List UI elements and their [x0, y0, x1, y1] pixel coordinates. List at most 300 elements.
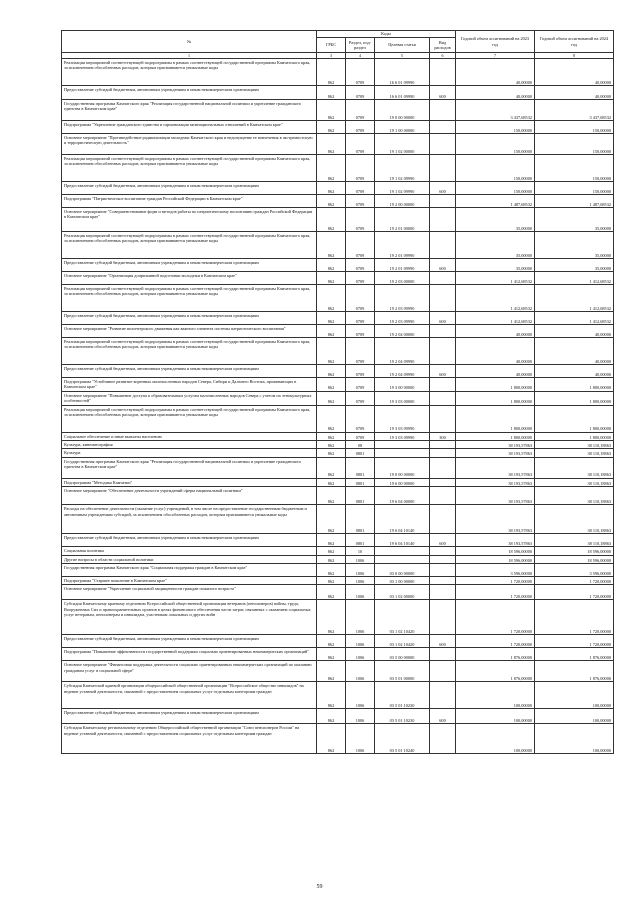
- row-amount-2023: 3 437,68532: [456, 100, 535, 121]
- row-grbs: 862: [317, 405, 346, 432]
- row-razdel: 10: [346, 547, 375, 555]
- row-grbs: 862: [317, 534, 346, 547]
- row-name: Основное мероприятие "Финансовая поддержка деятельности социально ориентированных некоммерческих организаций по оказанию гражданам услуг в социальной сфере": [62, 661, 317, 682]
- row-amount-2023: 150,00000: [456, 155, 535, 182]
- row-razdel: 1006: [346, 709, 375, 724]
- row-razdel: 0801: [346, 505, 375, 534]
- row-razdel: 1006: [346, 600, 375, 635]
- row-amount-2023: 1 800,00000: [456, 378, 535, 392]
- row-amount-2024: 18 596,00000: [535, 547, 614, 555]
- row-expense-type: 600: [430, 259, 456, 272]
- row-expense-type: [430, 555, 456, 563]
- row-razdel: 0709: [346, 232, 375, 259]
- header-name: №: [62, 31, 317, 53]
- row-expense-type: [430, 405, 456, 432]
- row-razdel: 1006: [346, 724, 375, 754]
- row-expense-type: 600: [430, 534, 456, 547]
- row-name: Основное мероприятие "Укрепление социальной защищенности граждан пожилого возраста": [62, 585, 317, 600]
- table-body: [62, 59, 614, 754]
- row-name: Реализация мероприятий соответствующей подпрограммы в рамках соответствующей государственной программы Камчатского края, за исключением обособленных расходов, которым присваиваются уникальные коды: [62, 338, 317, 365]
- row-grbs: 862: [317, 564, 346, 577]
- row-amount-2024: 40,00000: [535, 59, 614, 86]
- row-razdel: 0709: [346, 285, 375, 312]
- row-target-article: 19 2 04 09990: [375, 338, 430, 365]
- row-razdel: 0709: [346, 195, 375, 208]
- table-row: [62, 547, 614, 555]
- row-razdel: 0709: [346, 391, 375, 405]
- row-grbs: 862: [317, 432, 346, 440]
- row-target-article: 19 2 01 00000: [375, 208, 430, 232]
- row-amount-2023: 35,00000: [456, 232, 535, 259]
- table-row: [62, 432, 614, 440]
- table-row: [62, 195, 614, 208]
- row-amount-2024: 1 800,00000: [535, 391, 614, 405]
- row-name: Реализация мероприятий соответствующей подпрограммы в рамках соответствующей государственной программы Камчатского края, за исключением обособленных расходов, которым присваиваются уникальные коды: [62, 232, 317, 259]
- row-target-article: 19 1 02 09990: [375, 155, 430, 182]
- row-grbs: 862: [317, 59, 346, 86]
- row-razdel: 1006: [346, 648, 375, 661]
- column-number: 5: [375, 53, 430, 59]
- row-razdel: 1006: [346, 585, 375, 600]
- row-razdel: 0709: [346, 325, 375, 338]
- row-expense-type: 600: [430, 709, 456, 724]
- row-name: Государственная программа Камчатского края "Реализация государственной национальной политики и укрепление гражданского единства в Камчатском крае": [62, 100, 317, 121]
- row-expense-type: 600: [430, 312, 456, 325]
- row-grbs: 862: [317, 325, 346, 338]
- row-name: Основное мероприятие "Развитие волонтерского движения как важного элемента системы патриотического воспитания": [62, 325, 317, 338]
- table-row: [62, 661, 614, 682]
- row-expense-type: [430, 547, 456, 555]
- row-target-article: [375, 555, 430, 563]
- row-expense-type: [430, 155, 456, 182]
- row-amount-2023: 3 596,00000: [456, 564, 535, 577]
- table-row: [62, 600, 614, 635]
- row-name: Предоставление субсидий бюджетным, автономным учреждениям и иным некоммерческим организациям: [62, 86, 317, 100]
- table-row: [62, 555, 614, 563]
- row-expense-type: [430, 338, 456, 365]
- table-row: [62, 487, 614, 505]
- row-expense-type: [430, 724, 456, 754]
- header-razdel: Раздел, под-раздел: [346, 38, 375, 53]
- row-name: Предоставление субсидий бюджетным, автономным учреждениям и иным некоммерческим организациям: [62, 365, 317, 378]
- table-row: [62, 724, 614, 754]
- row-name: Предоставление субсидий бюджетным, автономным учреждениям и иным некоммерческим организациям: [62, 312, 317, 325]
- row-amount-2024: 38 110,18863: [535, 449, 614, 457]
- row-amount-2024: 100,00000: [535, 709, 614, 724]
- row-razdel: 0709: [346, 134, 375, 155]
- row-target-article: [375, 449, 430, 457]
- row-amount-2023: 1 876,00000: [456, 661, 535, 682]
- row-amount-2023: 1 800,00000: [456, 432, 535, 440]
- row-expense-type: [430, 661, 456, 682]
- row-target-article: 19 1 02 09990: [375, 182, 430, 195]
- row-name: Подпрограмма "Методика Камчатки": [62, 478, 317, 486]
- row-expense-type: [430, 648, 456, 661]
- row-amount-2023: 40,00000: [456, 59, 535, 86]
- row-amount-2023: 100,00000: [456, 724, 535, 754]
- table-row: [62, 378, 614, 392]
- table-row: [62, 449, 614, 457]
- row-grbs: 862: [317, 100, 346, 121]
- row-target-article: 03 1 00 00000: [375, 577, 430, 585]
- row-expense-type: [430, 505, 456, 534]
- row-amount-2024: 35,00000: [535, 208, 614, 232]
- row-grbs: 862: [317, 505, 346, 534]
- document-page: [61, 30, 613, 754]
- table-row: [62, 59, 614, 86]
- row-target-article: 19 3 03 09990: [375, 432, 430, 440]
- row-name: Реализация мероприятий соответствующей подпрограммы в рамках соответствующей государственной программы Камчатского края, за исключением обособленных расходов, которым присваиваются уникальные коды: [62, 405, 317, 432]
- row-amount-2023: 1 720,00000: [456, 585, 535, 600]
- row-grbs: 862: [317, 134, 346, 155]
- row-expense-type: 600: [430, 365, 456, 378]
- row-name: Социальная политика: [62, 547, 317, 555]
- row-expense-type: 300: [430, 432, 456, 440]
- header-target-article: Целевая статья: [375, 38, 430, 53]
- row-grbs: 862: [317, 648, 346, 661]
- row-target-article: 03 1 02 10420: [375, 635, 430, 648]
- row-amount-2024: 150,00000: [535, 134, 614, 155]
- row-amount-2024: 1 876,00000: [535, 648, 614, 661]
- row-expense-type: [430, 195, 456, 208]
- row-amount-2023: 1 720,00000: [456, 635, 535, 648]
- row-grbs: 862: [317, 585, 346, 600]
- row-name: Основное мероприятие "Противодействие радикализации молодежи Камчатского края и недопущение ее вовлечения в экстремистскую и террористическую деятельность": [62, 134, 317, 155]
- row-amount-2024: 1 800,00000: [535, 432, 614, 440]
- row-amount-2024: 1 800,00000: [535, 378, 614, 392]
- row-expense-type: [430, 378, 456, 392]
- row-amount-2023: 38 193,57863: [456, 457, 535, 478]
- row-target-article: 19 2 01 09990: [375, 232, 430, 259]
- row-amount-2024: 40,00000: [535, 325, 614, 338]
- row-name: Субсидия Камчатской краевой организации общероссийской общественной организации "Всероссийское общество инвалидов" на ведение уставной деятельности, связанной с предоставлением социальных услуг отдельным категориям граждан: [62, 682, 317, 709]
- row-name: Реализация мероприятий соответствующей подпрограммы в рамках соответствующей государственной программы Камчатского края, за исключением обособленных расходов, которым присваиваются уникальные коды: [62, 59, 317, 86]
- page-number: 59: [316, 884, 323, 890]
- row-expense-type: [430, 487, 456, 505]
- table-row: [62, 505, 614, 534]
- row-name: Социальное обеспечение и иные выплаты населению: [62, 432, 317, 440]
- table-row: [62, 635, 614, 648]
- row-expense-type: 600: [430, 182, 456, 195]
- row-razdel: 1006: [346, 564, 375, 577]
- row-amount-2024: 3 596,00000: [535, 564, 614, 577]
- row-target-article: 16 6 01 09990: [375, 59, 430, 86]
- row-amount-2024: 35,00000: [535, 232, 614, 259]
- row-expense-type: [430, 134, 456, 155]
- row-razdel: 0709: [346, 208, 375, 232]
- row-razdel: 1006: [346, 577, 375, 585]
- row-amount-2024: 1 412,68532: [535, 312, 614, 325]
- row-amount-2023: 1 876,00000: [456, 648, 535, 661]
- row-target-article: 19 3 00 00000: [375, 378, 430, 392]
- table-row: [62, 365, 614, 378]
- row-name: Реализация мероприятий соответствующей подпрограммы в рамках соответствующей государственной программы Камчатского края, за исключением обособленных расходов, которым присваиваются уникальные коды: [62, 285, 317, 312]
- row-expense-type: [430, 600, 456, 635]
- row-amount-2023: 38 193,57863: [456, 478, 535, 486]
- row-expense-type: [430, 232, 456, 259]
- row-expense-type: 600: [430, 86, 456, 100]
- row-amount-2023: 38 193,57863: [456, 449, 535, 457]
- table-row: [62, 564, 614, 577]
- row-expense-type: [430, 285, 456, 312]
- row-target-article: 03 1 02 00000: [375, 585, 430, 600]
- row-name: Реализация мероприятий соответствующей подпрограммы в рамках соответствующей государственной программы Камчатского края, за исключением обособленных расходов, которым присваиваются уникальные коды: [62, 155, 317, 182]
- row-grbs: 862: [317, 312, 346, 325]
- row-grbs: 862: [317, 86, 346, 100]
- row-grbs: 862: [317, 487, 346, 505]
- row-amount-2023: 38 193,57863: [456, 441, 535, 449]
- row-amount-2024: 38 110,18863: [535, 457, 614, 478]
- column-number: 4: [346, 53, 375, 59]
- row-target-article: 19 0 00 00000: [375, 100, 430, 121]
- row-name: Подпрограмма "Устойчивое развитие коренных малочисленных народов Севера, Сибири и Дальнего Востока, проживающих в Камчатском крае": [62, 378, 317, 392]
- row-grbs: 862: [317, 555, 346, 563]
- table-row: [62, 312, 614, 325]
- row-amount-2024: 3 437,68532: [535, 100, 614, 121]
- row-grbs: 862: [317, 272, 346, 285]
- row-grbs: 862: [317, 155, 346, 182]
- table-row: [62, 577, 614, 585]
- budget-table: [61, 30, 614, 754]
- row-razdel: 0709: [346, 432, 375, 440]
- row-target-article: 19 3 03 09990: [375, 405, 430, 432]
- row-target-article: 19 6 04 00000: [375, 487, 430, 505]
- row-grbs: 862: [317, 635, 346, 648]
- row-target-article: 19 0 00 00000: [375, 457, 430, 478]
- row-amount-2024: 100,00000: [535, 682, 614, 709]
- row-expense-type: [430, 682, 456, 709]
- row-razdel: 0709: [346, 100, 375, 121]
- table-row: [62, 182, 614, 195]
- table-row: [62, 285, 614, 312]
- header-year-2024: Годовой объем ассигнований на 2024 год: [535, 31, 614, 53]
- row-name: Подпрограмма "Патриотическое воспитание граждан Российской Федерации в Камчатском крае": [62, 195, 317, 208]
- row-razdel: 0709: [346, 259, 375, 272]
- row-expense-type: [430, 391, 456, 405]
- row-expense-type: [430, 478, 456, 486]
- row-razdel: 0801: [346, 534, 375, 547]
- table-row: [62, 457, 614, 478]
- row-grbs: 862: [317, 478, 346, 486]
- column-number: 6: [430, 53, 456, 59]
- row-amount-2023: 38 193,57863: [456, 487, 535, 505]
- row-amount-2023: 40,00000: [456, 338, 535, 365]
- row-grbs: 862: [317, 208, 346, 232]
- row-name: Подпрограмма "Старшее поколение в Камчатском крае": [62, 577, 317, 585]
- row-razdel: 0709: [346, 338, 375, 365]
- row-razdel: 1006: [346, 635, 375, 648]
- row-amount-2023: 1 800,00000: [456, 391, 535, 405]
- row-expense-type: [430, 325, 456, 338]
- row-amount-2023: 40,00000: [456, 86, 535, 100]
- row-grbs: 862: [317, 391, 346, 405]
- row-amount-2024: 150,00000: [535, 155, 614, 182]
- row-amount-2024: 1 412,68532: [535, 285, 614, 312]
- table-row: [62, 648, 614, 661]
- row-grbs: 862: [317, 600, 346, 635]
- row-target-article: 03 5 01 10230: [375, 709, 430, 724]
- row-name: Предоставление субсидий бюджетным, автономным учреждениям и иным некоммерческим организациям: [62, 709, 317, 724]
- row-amount-2023: 1 412,68532: [456, 272, 535, 285]
- row-amount-2024: 38 110,18863: [535, 478, 614, 486]
- row-amount-2024: 40,00000: [535, 338, 614, 365]
- row-grbs: 862: [317, 709, 346, 724]
- row-grbs: 862: [317, 259, 346, 272]
- row-target-article: 16 6 01 09990: [375, 86, 430, 100]
- table-row: [62, 259, 614, 272]
- row-grbs: 862: [317, 441, 346, 449]
- table-row: [62, 325, 614, 338]
- column-number: 7: [456, 53, 535, 59]
- row-amount-2023: 35,00000: [456, 259, 535, 272]
- row-amount-2023: 1 412,68532: [456, 312, 535, 325]
- row-target-article: 19 2 04 09990: [375, 365, 430, 378]
- table-row: [62, 155, 614, 182]
- row-amount-2024: 40,00000: [535, 86, 614, 100]
- row-grbs: 862: [317, 285, 346, 312]
- row-amount-2023: 18 596,00000: [456, 555, 535, 563]
- row-amount-2023: 40,00000: [456, 325, 535, 338]
- row-razdel: 1006: [346, 682, 375, 709]
- row-target-article: [375, 547, 430, 555]
- row-name: Основное мероприятие "Повышение доступа к образовательным услугам малочисленных народов Севера с учетом их этнокультурных особенностей": [62, 391, 317, 405]
- row-name: Другие вопросы в области социальной политики: [62, 555, 317, 563]
- row-expense-type: [430, 121, 456, 134]
- row-razdel: 0709: [346, 312, 375, 325]
- row-razdel: 0709: [346, 182, 375, 195]
- row-grbs: 862: [317, 232, 346, 259]
- row-amount-2024: 1 487,68532: [535, 195, 614, 208]
- row-target-article: 19 6 04 10140: [375, 505, 430, 534]
- row-amount-2024: 40,00000: [535, 365, 614, 378]
- row-expense-type: [430, 100, 456, 121]
- row-target-article: 19 6 00 00000: [375, 478, 430, 486]
- row-target-article: 19 2 01 09990: [375, 259, 430, 272]
- row-amount-2024: 38 110,18863: [535, 534, 614, 547]
- row-target-article: 03 5 01 10230: [375, 682, 430, 709]
- row-expense-type: [430, 564, 456, 577]
- row-expense-type: [430, 585, 456, 600]
- table-row: [62, 534, 614, 547]
- row-target-article: 19 3 03 00000: [375, 391, 430, 405]
- header-expense-type: Вид расходов: [430, 38, 456, 53]
- row-razdel: 0709: [346, 405, 375, 432]
- row-name: Основное мероприятие "Совершенствование форм и методов работы по патриотическому воспитанию граждан Российской Федерации в Камчатском крае": [62, 208, 317, 232]
- row-amount-2024: 38 110,18863: [535, 505, 614, 534]
- row-expense-type: [430, 272, 456, 285]
- row-amount-2024: 1 800,00000: [535, 405, 614, 432]
- row-amount-2023: 18 596,00000: [456, 547, 535, 555]
- row-name: Культура: [62, 449, 317, 457]
- row-target-article: 19 2 00 00000: [375, 195, 430, 208]
- row-expense-type: [430, 441, 456, 449]
- table-row: [62, 134, 614, 155]
- row-amount-2023: 35,00000: [456, 208, 535, 232]
- row-razdel: 0709: [346, 121, 375, 134]
- row-grbs: 862: [317, 195, 346, 208]
- table-row: [62, 121, 614, 134]
- row-razdel: 0709: [346, 155, 375, 182]
- row-amount-2023: 150,00000: [456, 121, 535, 134]
- row-amount-2023: 1 412,68532: [456, 285, 535, 312]
- table-row: [62, 405, 614, 432]
- row-amount-2023: 1 720,00000: [456, 600, 535, 635]
- row-target-article: [375, 441, 430, 449]
- row-amount-2023: 100,00000: [456, 709, 535, 724]
- row-expense-type: [430, 449, 456, 457]
- row-expense-type: 600: [430, 635, 456, 648]
- row-target-article: 03 5 01 00000: [375, 661, 430, 682]
- row-razdel: 0801: [346, 487, 375, 505]
- column-number: 1: [62, 53, 317, 59]
- row-amount-2024: 38 110,18863: [535, 441, 614, 449]
- header-codes: Коды: [317, 31, 456, 38]
- row-amount-2024: 38 110,18863: [535, 487, 614, 505]
- row-grbs: 862: [317, 378, 346, 392]
- row-razdel: 1006: [346, 555, 375, 563]
- row-amount-2024: 150,00000: [535, 182, 614, 195]
- row-amount-2023: 1 800,00000: [456, 405, 535, 432]
- row-amount-2023: 150,00000: [456, 182, 535, 195]
- row-target-article: 19 6 04 10140: [375, 534, 430, 547]
- row-grbs: 862: [317, 547, 346, 555]
- row-amount-2023: 40,00000: [456, 365, 535, 378]
- row-name: Расходы на обеспечение деятельности (оказание услуг) учреждений, в том числе на предоставление государственным бюджетным и автономным учреждениям субсидий, за исключением обособленных расходов, которым присваиваются уникальные коды: [62, 505, 317, 534]
- row-razdel: 1006: [346, 661, 375, 682]
- row-grbs: 862: [317, 338, 346, 365]
- row-grbs: 862: [317, 661, 346, 682]
- row-grbs: 862: [317, 121, 346, 134]
- row-amount-2023: 38 193,57863: [456, 534, 535, 547]
- row-target-article: 03 5 00 00000: [375, 648, 430, 661]
- table-row: [62, 86, 614, 100]
- row-name: Субсидия Камчатскому краевому отделению Всероссийской общественной организации ветеранов (пенсионеров) войны, труда, Вооруженных Сил и правоохранительных органов в целях финансового обеспечения части затрат, связанных с оказанием социальных услуг ветеранам, пенсионерам и инвалидам, участникам локальных и других войн: [62, 600, 317, 635]
- table-row: [62, 100, 614, 121]
- row-name: Основное мероприятие "Обеспечение деятельности учреждений сферы национальной политики": [62, 487, 317, 505]
- row-target-article: 03 5 01 10240: [375, 724, 430, 754]
- row-grbs: 862: [317, 682, 346, 709]
- row-amount-2023: 1 487,68532: [456, 195, 535, 208]
- row-name: Основное мероприятие "Организация допризывной подготовки молодежи в Камчатском крае": [62, 272, 317, 285]
- column-number: 8: [535, 53, 614, 59]
- row-target-article: 19 2 03 09990: [375, 285, 430, 312]
- table-row: [62, 208, 614, 232]
- row-amount-2024: 1 876,00000: [535, 661, 614, 682]
- row-razdel: 0709: [346, 365, 375, 378]
- table-row: [62, 585, 614, 600]
- row-name: Культура, кинематография: [62, 441, 317, 449]
- row-target-article: 19 2 03 09990: [375, 312, 430, 325]
- row-name: Подпрограмма "Повышение эффективности государственной поддержки социально ориентированных некоммерческих организаций": [62, 648, 317, 661]
- row-target-article: 03 1 02 10420: [375, 600, 430, 635]
- row-name: Предоставление субсидий бюджетным, автономным учреждениям и иным некоммерческим организациям: [62, 534, 317, 547]
- row-target-article: 19 2 03 00000: [375, 272, 430, 285]
- row-razdel: 0801: [346, 457, 375, 478]
- row-name: Подпрограмма "Укрепление гражданского единства и гармонизация межнациональных отношений в Камчатском крае": [62, 121, 317, 134]
- row-amount-2024: 18 596,00000: [535, 555, 614, 563]
- row-amount-2024: 100,00000: [535, 724, 614, 754]
- row-grbs: 862: [317, 577, 346, 585]
- row-expense-type: [430, 59, 456, 86]
- row-razdel: 08: [346, 441, 375, 449]
- row-razdel: 0709: [346, 59, 375, 86]
- row-amount-2024: 1 720,00000: [535, 585, 614, 600]
- row-razdel: 0709: [346, 378, 375, 392]
- row-target-article: 19 2 04 00000: [375, 325, 430, 338]
- header-year-2023: Годовой объем ассигнований на 2023 год: [456, 31, 535, 53]
- row-target-article: 03 0 00 00000: [375, 564, 430, 577]
- row-amount-2024: 1 720,00000: [535, 635, 614, 648]
